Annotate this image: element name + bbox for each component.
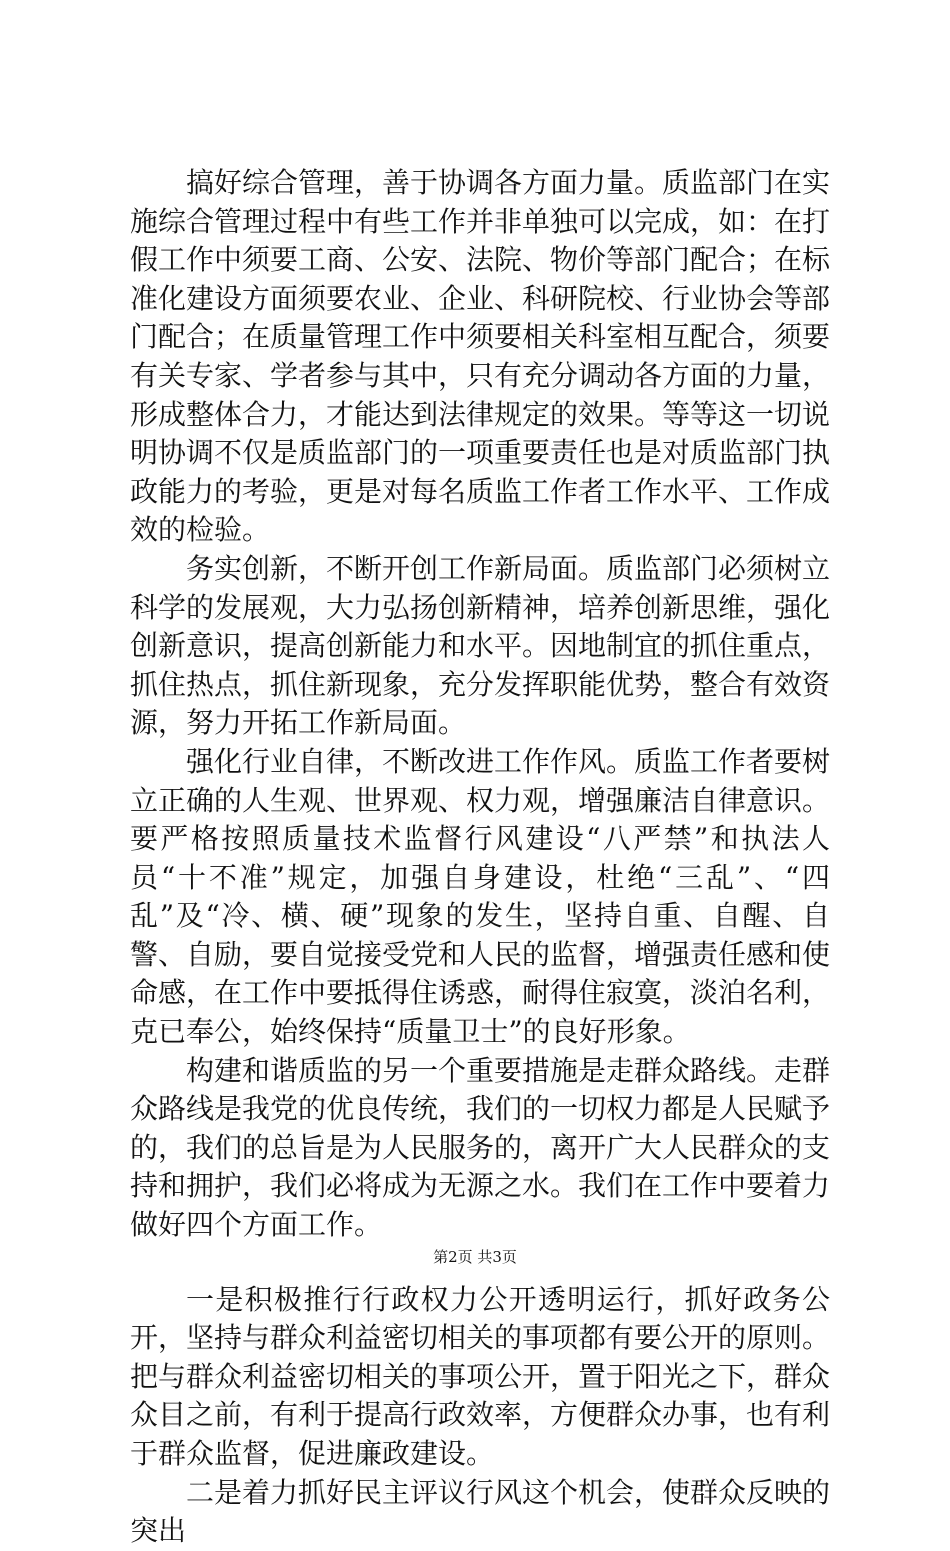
paragraph-mass-line: 构建和谐质监的另一个重要措施是走群众路线。走群众路线是我党的优良传统，我们的一切权力都是人民赋予的，我们的总旨是为人民服务的，离开广大人民群众的支持和拥护，我们必将成为无源之水。我们在工作中要着力做好四个方面工作。 <box>130 1053 831 1242</box>
paragraph-item-two: 二是着力抓好民主评议行风这个机会，使群众反映的突出 <box>130 1475 831 1548</box>
paragraph-industry-self-discipline: 强化行业自律，不断改进工作作风。质监工作者要树立正确的人生观、世界观、权力观，增强廉洁自律意识。要严格按照质量技术监督行风建设“八严禁”和执法人员“十不准”规定，加强自身建设，杜绝“三乱”、“四乱”及“冷、横、硬”现象的发生，坚持自重、自醒、自警、自励，要自觉接受党和人民的监督，增强责任感和使命感，在工作中要抵得住诱惑，耐得住寂寞，淡泊名利，克已奉公，始终保持“质量卫士”的良好形象。 <box>130 744 831 1049</box>
page-footer: 第2页 共3页 <box>433 1248 517 1266</box>
document-body <box>130 164 830 1551</box>
paragraph-comprehensive-management: 搞好综合管理，善于协调各方面力量。质监部门在实施综合管理过程中有些工作并非单独可以完成，如：在打假工作中须要工商、公安、法院、物价等部门配合；在标准化建设方面须要农业、企业、科研院校、行业协会等部门配合；在质量管理工作中须要相关科室相互配合，须要有关专家、学者参与其中，只有充分调动各方面的力量，形成整体合力，才能达到法律规定的效果。等等这一切说明协调不仅是质监部门的一项重要责任也是对质监部门执政能力的考验，更是对每名质监工作者工作水平、工作成效的检验。 <box>130 166 831 547</box>
paragraph-innovation: 务实创新，不断开创工作新局面。质监部门必须树立科学的发展观，大力弘扬创新精神，培养创新思维，强化创新意识，提高创新能力和水平。因地制宜的抓住重点，抓住热点，抓住新现象，充分发挥职能优势，整合有效资源，努力开拓工作新局面。 <box>130 551 831 740</box>
paragraph-item-one: 一是积极推行行政权力公开透明运行，抓好政务公开，坚持与群众利益密切相关的事项都有要公开的原则。把与群众利益密切相关的事项公开，置于阳光之下，群众众目之前，有利于提高行政效率，方便群众办事，也有利于群众监督，促进廉政建设。 <box>130 1282 831 1470</box>
